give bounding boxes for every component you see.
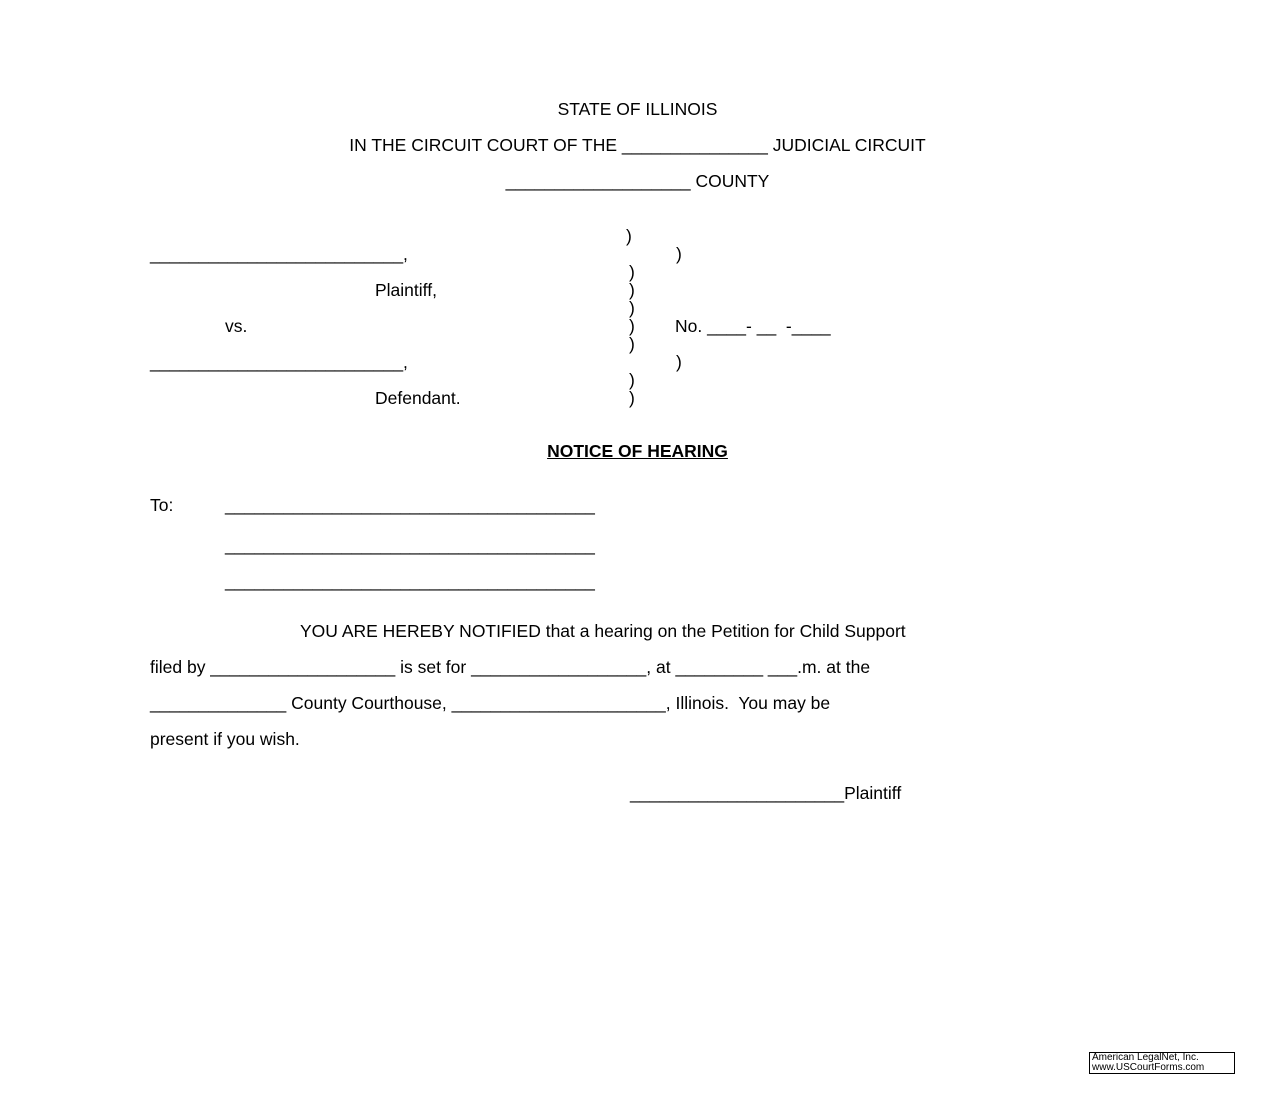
caption-paren: ): [629, 262, 635, 282]
body-line: present if you wish.: [150, 729, 300, 749]
publisher-stamp: [1089, 1052, 1235, 1074]
to-label: To:: [150, 495, 174, 515]
body-line: YOU ARE HEREBY NOTIFIED that a hearing on the Petition for Child Support: [300, 621, 906, 641]
caption-paren: ): [629, 280, 635, 300]
state-heading: STATE OF ILLINOIS: [557, 99, 718, 119]
caption-paren: ): [629, 316, 635, 336]
caption-paren: ): [629, 388, 635, 408]
defendant-name-blank: __________________________,: [150, 352, 408, 372]
publisher-name: American LegalNet, Inc.: [1092, 1052, 1199, 1063]
caption-paren: ): [676, 244, 682, 264]
caption-paren: ): [629, 370, 635, 390]
plaintiff-signature-line: ______________________Plaintiff: [630, 783, 902, 803]
defendant-label: Defendant.: [375, 388, 461, 408]
caption-paren: ): [629, 334, 635, 354]
document-title: NOTICE OF HEARING: [547, 441, 728, 461]
caption-paren: ): [676, 352, 682, 372]
body-line: ______________ County Courthouse, ______________________, Illinois. You may be: [150, 693, 831, 713]
vs-label: vs.: [225, 316, 248, 336]
county-heading: ___________________ COUNTY: [505, 171, 770, 191]
to-line: ______________________________________: [225, 571, 595, 591]
court-heading: IN THE CIRCUIT COURT OF THE _______________ JUDICIAL CIRCUIT: [349, 135, 926, 155]
plaintiff-name-blank: __________________________,: [150, 244, 408, 264]
to-line: ______________________________________: [225, 535, 595, 555]
body-line: filed by ___________________ is set for __________________, at _________ ___.m. at the: [150, 657, 871, 677]
case-number: No. ____- __ -____: [675, 316, 831, 336]
caption-paren: ): [626, 226, 632, 246]
plaintiff-label: Plaintiff,: [375, 280, 437, 300]
to-line: ______________________________________: [225, 495, 595, 515]
publisher-url: www.USCourtForms.com: [1092, 1062, 1205, 1073]
caption-paren: ): [629, 298, 635, 318]
